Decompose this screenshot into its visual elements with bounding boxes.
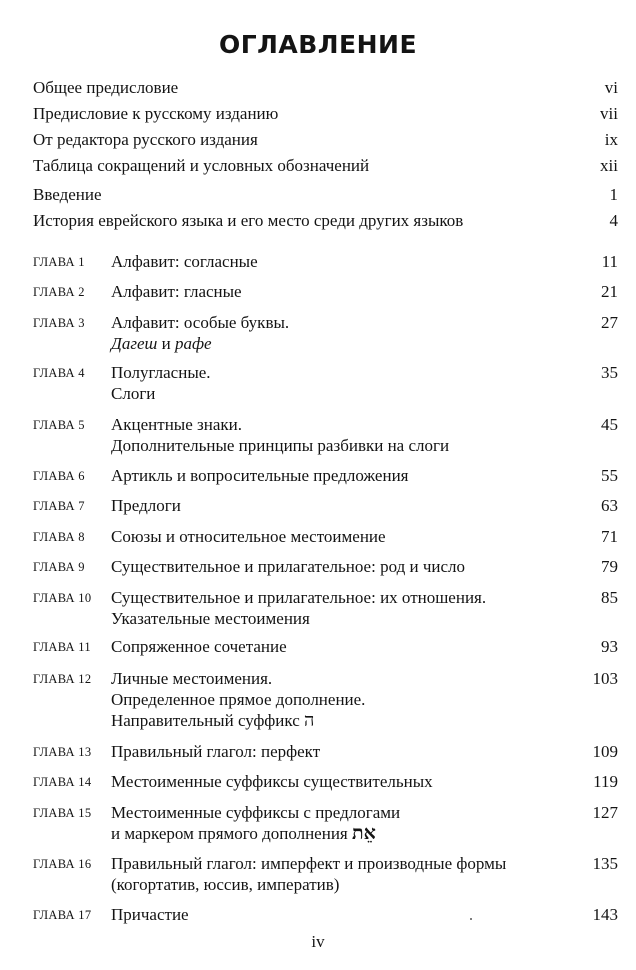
chapter-page: 55: [601, 466, 618, 485]
chapter-title: Предлоги: [111, 496, 181, 515]
entry-title: От редактора русского издания: [33, 130, 258, 149]
chapter-label: ГЛАВА 13: [33, 745, 92, 759]
chapter-page: 143: [592, 905, 618, 924]
chapter-title: Местоименные суффиксы существительных: [111, 772, 433, 791]
chapter-title: Союзы и относительное местоимение: [111, 527, 386, 546]
chapter-label: ГЛАВА 17: [33, 908, 92, 922]
chapter-page: 11: [601, 252, 618, 271]
chapter-title: Правильный глагол: имперфект и производные формы: [111, 854, 507, 873]
entry-title: Общее предисловие: [33, 78, 179, 97]
chapter-page: 127: [592, 803, 618, 822]
chapter-label: ГЛАВА 6: [33, 469, 85, 483]
chapter-label: ГЛАВА 14: [33, 775, 92, 789]
entry-title: История еврейского языка и его место среди других языков: [33, 211, 464, 230]
chapter-page: 63: [601, 496, 618, 515]
chapter-title: Существительное и прилагательное: род и число: [111, 557, 466, 576]
entry-page: 4: [609, 211, 618, 230]
chapter-label: ГЛАВА 16: [33, 857, 92, 871]
chapter-title: Правильный глагол: перфект: [111, 742, 321, 761]
chapter-title: Алфавит: согласные: [111, 252, 258, 271]
chapter-title: Артикль и вопросительные предложения: [111, 466, 409, 485]
chapter-label: ГЛАВА 8: [33, 530, 85, 544]
chapter-title-line: Указательные местоимения: [111, 609, 310, 628]
chapter-title: Местоименные суффиксы с предлогами: [111, 803, 401, 822]
chapter-label: ГЛАВА 5: [33, 418, 85, 432]
chapter-page: 79: [601, 557, 618, 576]
chapter-title-line: Направительный суффикс ה: [111, 710, 315, 730]
chapter-title-line: Дополнительные принципы разбивки на слоги: [111, 436, 450, 455]
page-number: iv: [311, 932, 325, 951]
chapter-title-line: Определенное прямое дополнение.: [111, 690, 366, 709]
entry-title: Введение: [33, 185, 102, 204]
chapter-title: Существительное и прилагательное: их отношения.: [111, 588, 487, 607]
entry-title: Таблица сокращений и условных обозначений: [33, 156, 370, 175]
chapter-title: Причастие: [111, 905, 189, 924]
chapter-title: Алфавит: гласные: [111, 282, 242, 301]
chapter-title: Алфавит: особые буквы.: [111, 313, 290, 332]
chapter-page: 21: [601, 282, 618, 301]
print-speck: [470, 918, 472, 920]
chapter-label: ГЛАВА 9: [33, 560, 85, 574]
chapter-label: ГЛАВА 7: [33, 499, 85, 513]
entry-page: xii: [600, 156, 618, 175]
chapter-title: Акцентные знаки.: [111, 415, 242, 434]
chapter-title: Сопряженное сочетание: [111, 637, 287, 656]
chapter-page: 93: [601, 637, 618, 656]
chapter-subtitle: Дагеш и рафе: [111, 334, 212, 353]
entry-title: Предисловие к русскому изданию: [33, 104, 279, 123]
chapter-label: ГЛАВА 10: [33, 591, 92, 605]
entry-page: 1: [609, 185, 618, 204]
chapter-page: 27: [601, 313, 618, 332]
page-title: ОГЛАВЛЕНИЕ: [218, 30, 418, 59]
chapter-page: 71: [601, 527, 618, 546]
hebrew-et-marker: אֵת: [352, 823, 376, 844]
chapter-title-line: (когортатив, юссив, императив): [111, 875, 340, 894]
chapter-title-line: и маркером прямого дополнения אֵת: [111, 823, 376, 844]
chapter-page: 35: [601, 363, 618, 382]
chapter-page: 119: [593, 772, 618, 791]
hebrew-he-letter: ה: [304, 710, 315, 730]
chapter-page: 109: [592, 742, 618, 761]
chapter-title-line: Слоги: [111, 384, 156, 403]
chapter-label: ГЛАВА 12: [33, 672, 92, 686]
chapter-label: ГЛАВА 11: [33, 640, 91, 654]
chapter-title: Полугласные.: [111, 363, 211, 382]
chapter-label: ГЛАВА 4: [33, 366, 85, 380]
chapter-page: 45: [601, 415, 618, 434]
chapter-label: ГЛАВА 3: [33, 316, 85, 330]
chapter-page: 85: [601, 588, 618, 607]
chapter-label: ГЛАВА 1: [33, 255, 85, 269]
chapter-page: 103: [592, 669, 618, 688]
entry-page: ix: [604, 130, 618, 149]
chapter-label: ГЛАВА 2: [33, 285, 85, 299]
entry-page: vii: [600, 104, 618, 123]
chapter-label: ГЛАВА 15: [33, 806, 92, 820]
chapter-title: Личные местоимения.: [111, 669, 273, 688]
chapter-page: 135: [592, 854, 618, 873]
entry-page: vi: [604, 78, 618, 97]
